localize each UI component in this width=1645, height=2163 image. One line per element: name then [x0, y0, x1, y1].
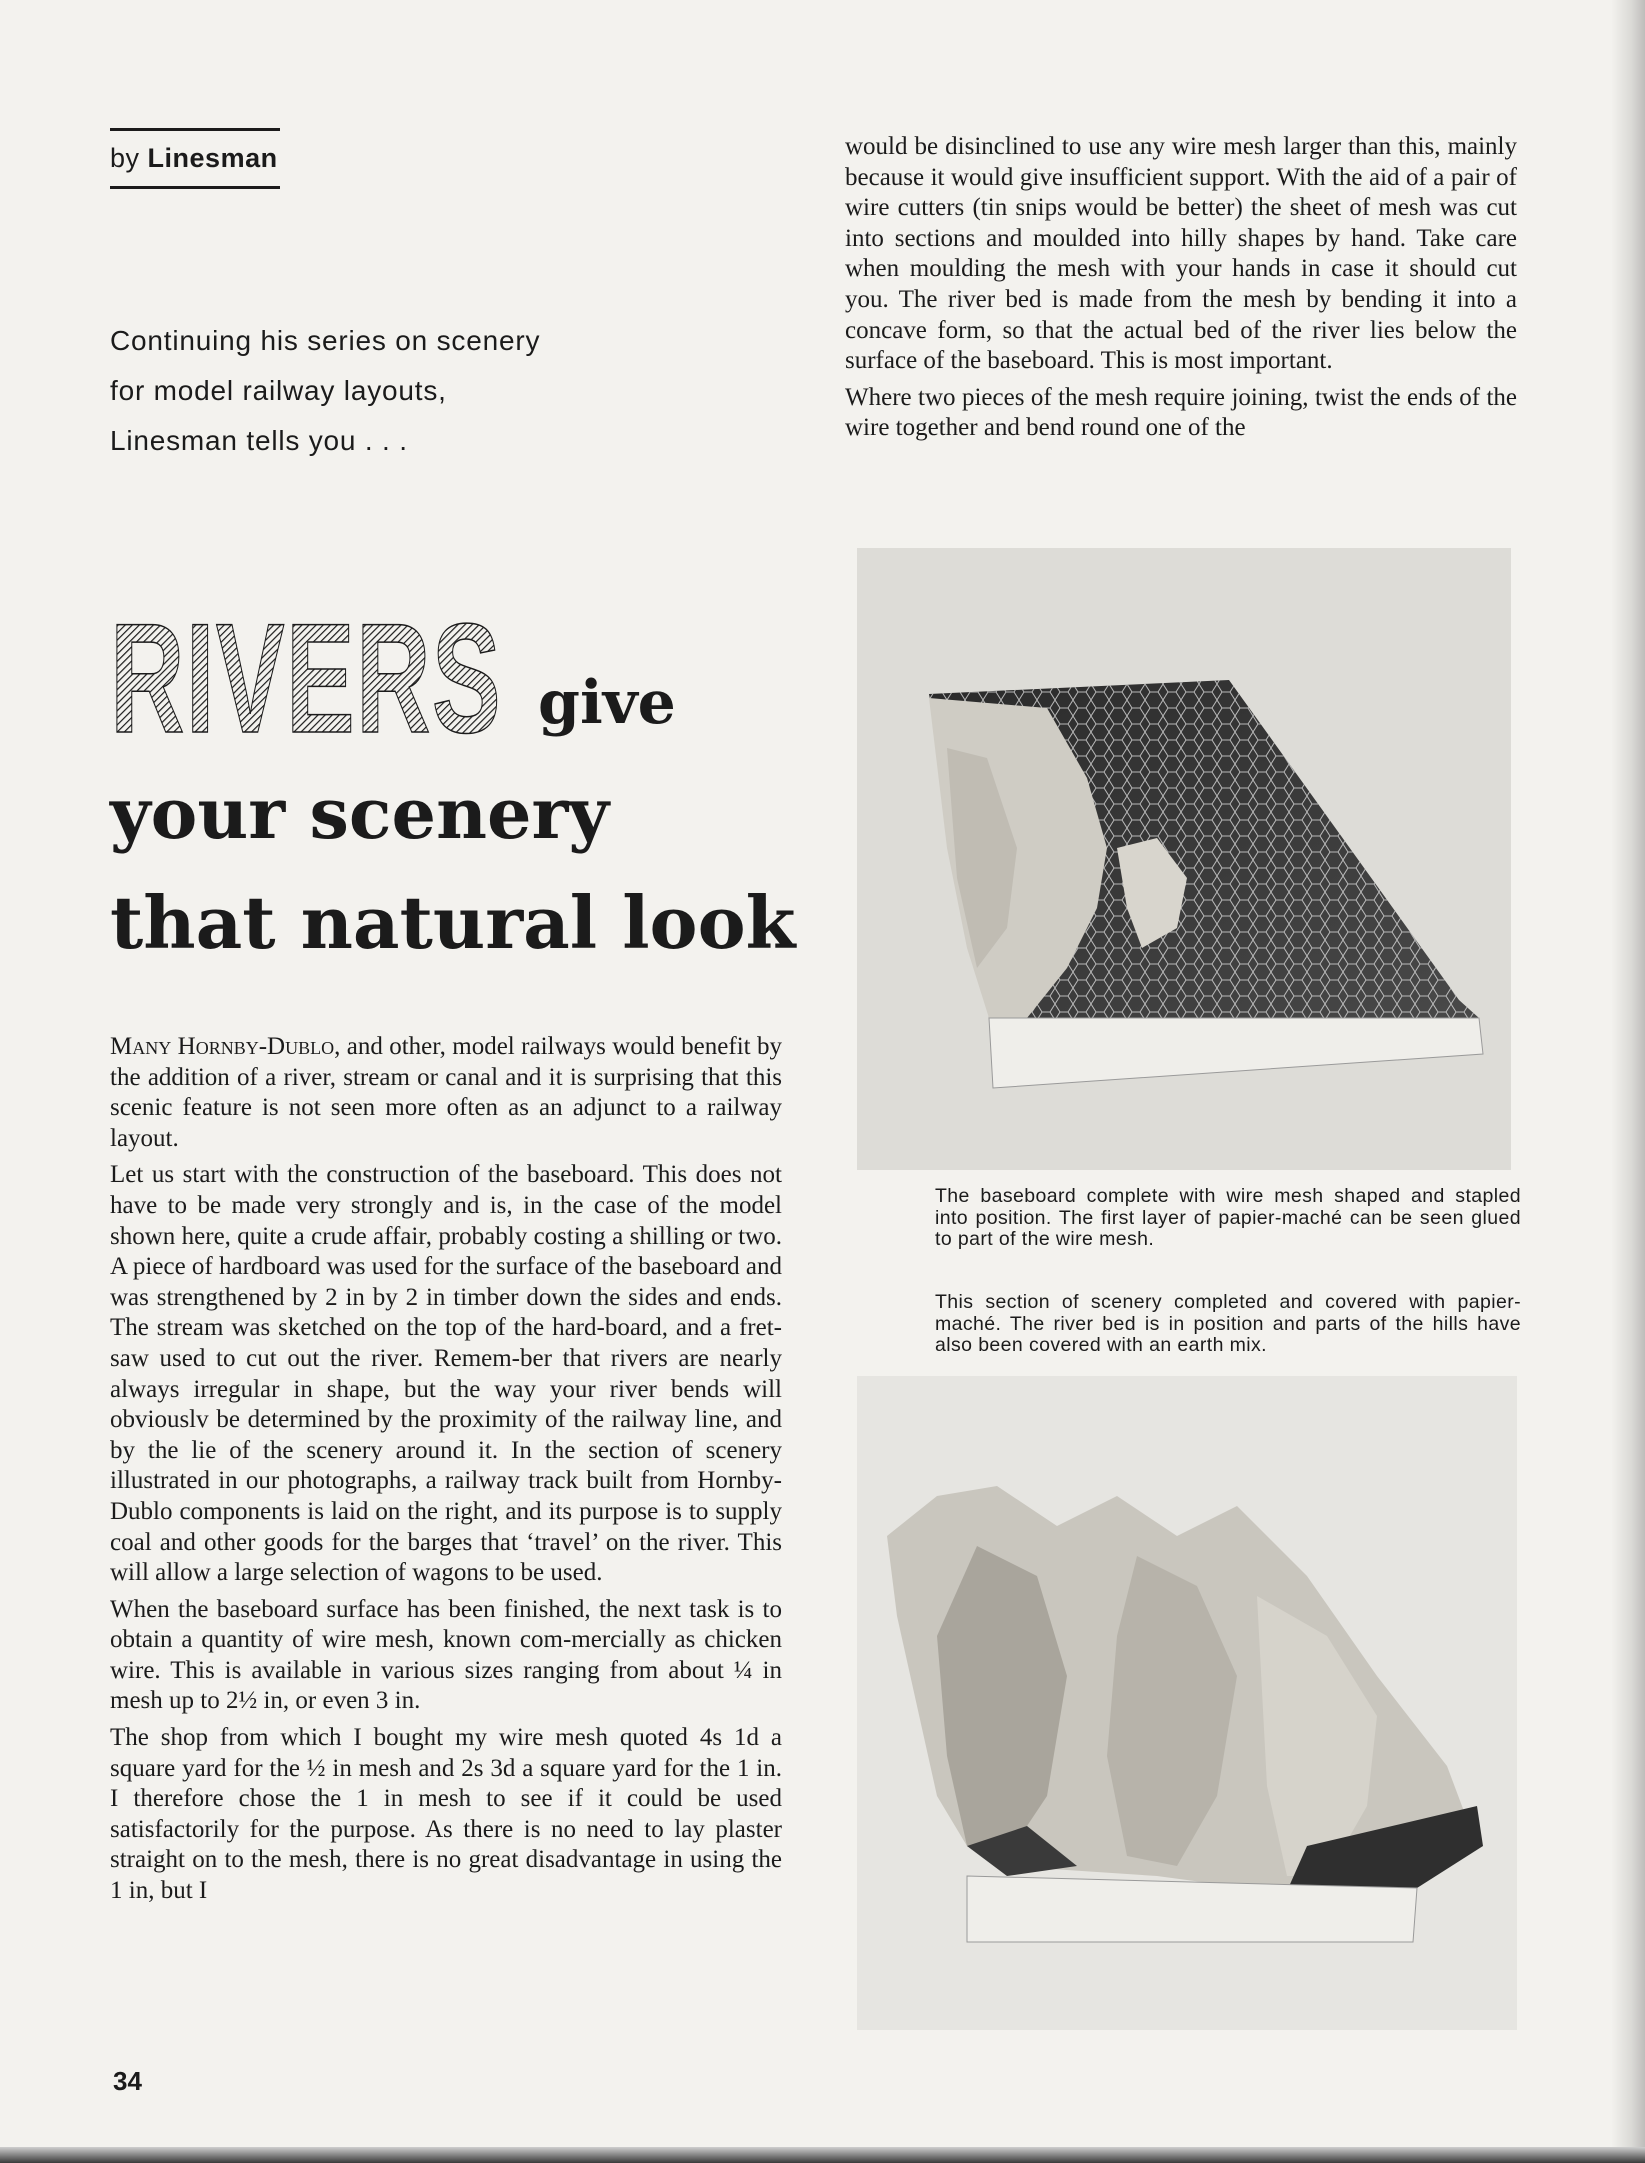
page-number: 34: [113, 2066, 142, 2096]
body-column-left: [110, 1032, 782, 1913]
body-column-right: [845, 132, 1517, 450]
body-paragraph: The shop from which I bought my wire mesh quoted 4s 1d a square yard for the ½ in mesh and 2s 3d a square yard for the 1 in. I therefore chose the 1 in mesh to see if it could be used satisfactorily for the purpose. As there is no need to lay plaster straight on to the mesh, there is no great disadvantage in using the 1 in, but I: [110, 1724, 782, 1905]
body-paragraph: would be disinclined to use any wire mesh larger than this, mainly because it would give insufficient support. With the aid of a pair of wire cutters (tin snips would be better) the sheet of mesh was cut into sections and moulded into hilly shapes by hand. Take care when moulding the mesh with your hands in case it should cut you. The river bed is made from the mesh by bending it into a concave form, so that the actual bed of the river lies below the surface of the baseboard. This is most important.: [845, 133, 1517, 375]
page-edge-shadow: [1611, 0, 1645, 2163]
byline: [110, 128, 280, 189]
intro-text: [110, 316, 630, 466]
paragraph-lead-in: Many Hornby-Dublo,: [110, 1033, 341, 1060]
intro-line: Linesman tells you . . .: [110, 425, 408, 456]
headline-rivers: [110, 604, 530, 744]
photo-baseboard-illustration: [857, 548, 1511, 1170]
body-paragraph: Where two pieces of the mesh require joining, twist the ends of the wire together and bend round one of the: [845, 383, 1517, 442]
photo-scenery-illustration: [857, 1376, 1517, 2030]
headline-word-give: give: [538, 668, 676, 738]
body-paragraph: Let us start with the construction of the baseboard. This does not have to be made very strongly and is, in the case of the model shown here, quite a crude affair, probably costing a shilling or two. A piece of hardboard was used for the surface of the baseboard and was strengthened by 2 in by 2 in timber down the sides and ends. The stream was sketched on the top of the hard-board, and a fret-saw used to cut out the river. Remem-ber that rivers are nearly always irregular in shape, but the way your river bends will obviouslv be determined by the proximity of the railway line, and by the lie of the scenery around it. In the section of scenery illustrated in our photographs, a railway track built from Hornby-Dublo components is laid on the right, and its purpose is to supply coal and other goods for the barges that ‘travel’ on the river. This will allow a large selection of wagons to be used.: [110, 1161, 782, 1587]
headline-word-rivers: RIVERS: [110, 604, 502, 744]
paragraph-text: and other, model railways would benefit by the addition of a river, stream or canal and it is surprising that this scenic feature is not seen more often as an adjunct to a railway layout.: [110, 1033, 782, 1152]
headline-line-2: your scenery: [110, 772, 610, 855]
photo-caption-2: This section of scenery completed and covered with papier-maché. The river bed is in position and parts of the hills have also been covered with an earth mix.: [935, 1291, 1521, 1356]
byline-author: Linesman: [147, 143, 278, 173]
body-paragraph: When the baseboard surface has been finished, the next task is to obtain a quantity of wire mesh, known com-mercially as chicken wire. This is available in various sizes ranging from about ¼ in mesh up to 2½ in, or even 3 in.: [110, 1595, 782, 1715]
headline-line-3: that natural look: [110, 880, 796, 965]
headline-rivers-graphic: [110, 604, 530, 744]
byline-prefix: by: [110, 143, 140, 173]
intro-line: Continuing his series on scenery: [110, 325, 541, 356]
scan-bottom-edge: [0, 2147, 1645, 2163]
photo-baseboard-wire-mesh: [857, 548, 1511, 1170]
photo-scenery-completed: [857, 1376, 1517, 2030]
photo-caption-1: The baseboard complete with wire mesh shaped and stapled into position. The first layer of papier-maché can be seen glued to part of the wire mesh.: [935, 1185, 1521, 1250]
body-paragraph: [110, 1032, 782, 1154]
intro-line: for model railway layouts,: [110, 375, 447, 406]
